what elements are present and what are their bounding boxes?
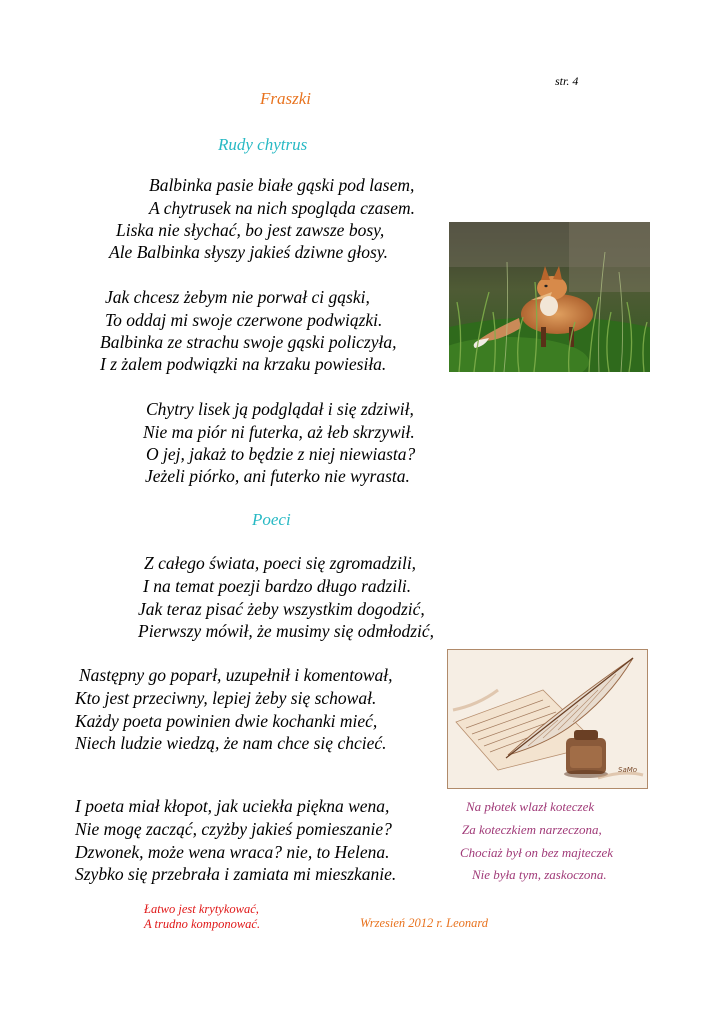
verse-line: Szybko się przebrała i zamiata mi mieszkanie.: [75, 864, 397, 884]
epigram-line: A trudno komponować.: [144, 917, 261, 931]
verse-line: Niech ludzie wiedzą, że nam chce się chcieć.: [75, 733, 387, 753]
verse-line: Chytry lisek ją podglądał i się zdziwił,: [146, 399, 414, 419]
side-poem-line: Za koteczkiem narzeczona,: [462, 822, 602, 837]
verse-line: Nie mogę zacząć, czyżby jakieś pomieszanie?: [75, 819, 392, 839]
verse-line: I z żalem podwiązki na krzaku powiesiła.: [100, 354, 387, 374]
verse-line: Jak chcesz żebym nie porwał ci gąski,: [105, 287, 370, 307]
verse-line: Balbinka ze strachu swoje gąski policzyła,: [100, 332, 397, 352]
side-poem-line: Na płotek wlazł koteczek: [466, 799, 595, 814]
epigram-line: Łatwo jest krytykować,: [144, 902, 259, 916]
verse-line: To oddaj mi swoje czerwone podwiązki.: [105, 310, 383, 330]
verse-line: Ale Balbinka słyszy jakieś dziwne głosy.: [109, 242, 388, 262]
page-number: str. 4: [555, 74, 579, 88]
verse-line: Jeżeli piórko, ani futerko nie wyrasta.: [145, 466, 410, 486]
signature: Wrzesień 2012 r. Leonard: [360, 916, 489, 930]
verse-line: Następny go poparł, uzupełnił i komentował,: [79, 665, 393, 685]
verse-line: I na temat poezji bardzo długo radzili.: [143, 576, 412, 596]
verse-line: Z całego świata, poeci się zgromadzili,: [144, 553, 417, 573]
verse-line: Balbinka pasie białe gąski pod lasem,: [149, 175, 415, 195]
verse-line: Liska nie słychać, bo jest zawsze bosy,: [116, 220, 385, 240]
section-title: Fraszki: [260, 89, 311, 108]
verse-line: Pierwszy mówił, że musimy się odmłodzić,: [138, 621, 435, 641]
verse-line: A chytrusek na nich spogląda czasem.: [149, 198, 416, 218]
quill-drawing: [447, 649, 648, 789]
verse-line: Nie ma piór ni futerka, aż łeb skrzywił.: [143, 422, 415, 442]
side-poem-line: Chociaż był on bez majteczek: [460, 845, 614, 860]
quill-drawing-signature: SaMo: [618, 766, 638, 774]
poem-title-rudy-chytrus: Rudy chytrus: [218, 135, 308, 154]
verse-line: Jak teraz pisać żeby wszystkim dogodzić,: [138, 599, 425, 619]
verse-line: I poeta miał kłopot, jak uciekła piękna wena,: [75, 796, 390, 816]
verse-line: Każdy poeta powinien dwie kochanki mieć,: [75, 711, 378, 731]
fox-photo: [449, 222, 650, 372]
verse-line: Kto jest przeciwny, lepiej żeby się schował.: [75, 688, 377, 708]
poem-title-poeci: Poeci: [252, 510, 291, 529]
verse-line: O jej, jakaż to będzie z niej niewiasta?: [146, 444, 416, 464]
side-poem-line: Nie była tym, zaskoczona.: [472, 867, 607, 882]
verse-line: Dzwonek, może wena wraca? nie, to Helena.: [75, 842, 390, 862]
